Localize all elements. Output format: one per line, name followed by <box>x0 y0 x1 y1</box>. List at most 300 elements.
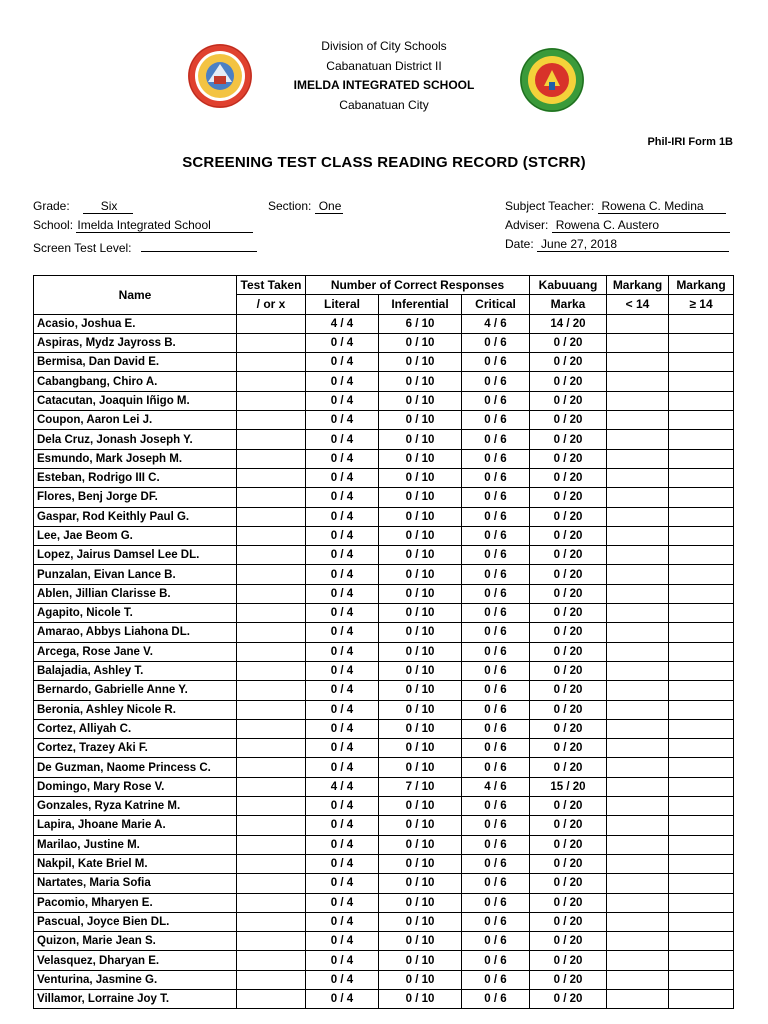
markang-high-cell <box>669 449 734 468</box>
total-score: 0 / 20 <box>530 970 607 989</box>
table-row <box>34 411 734 430</box>
markang-low-cell <box>607 816 669 835</box>
screen-level-label: Screen Test Level: <box>33 241 132 255</box>
markang-high-cell <box>669 874 734 893</box>
inferential-score: 0 / 10 <box>379 623 462 642</box>
critical-score: 0 / 6 <box>462 468 530 487</box>
total-score: 0 / 20 <box>530 565 607 584</box>
critical-score: 0 / 6 <box>462 874 530 893</box>
literal-score: 0 / 4 <box>306 797 379 816</box>
total-score: 0 / 20 <box>530 816 607 835</box>
critical-score: 0 / 6 <box>462 565 530 584</box>
critical-score: 0 / 6 <box>462 700 530 719</box>
markang-low-cell <box>607 391 669 410</box>
critical-score: 0 / 6 <box>462 681 530 700</box>
student-name: Ablen, Jillian Clarisse B. <box>34 584 237 603</box>
header-school-name: IMELDA INTEGRATED SCHOOL <box>293 78 475 92</box>
screen-level-field <box>33 237 257 255</box>
markang-high-cell <box>669 623 734 642</box>
inferential-score: 0 / 10 <box>379 661 462 680</box>
total-score: 0 / 20 <box>530 854 607 873</box>
literal-score: 0 / 4 <box>306 739 379 758</box>
literal-score: 0 / 4 <box>306 430 379 449</box>
markang-high-cell <box>669 661 734 680</box>
total-score: 0 / 20 <box>530 874 607 893</box>
markang-low-cell <box>607 700 669 719</box>
table-row <box>34 391 734 410</box>
inferential-score: 0 / 10 <box>379 681 462 700</box>
student-name: Pascual, Joyce Bien DL. <box>34 912 237 931</box>
markang-high-cell <box>669 546 734 565</box>
table-row <box>34 314 734 333</box>
inferential-score: 0 / 10 <box>379 912 462 931</box>
critical-score: 0 / 6 <box>462 546 530 565</box>
literal-score: 0 / 4 <box>306 835 379 854</box>
literal-score: 0 / 4 <box>306 989 379 1008</box>
markang-low-cell <box>607 449 669 468</box>
table-row <box>34 854 734 873</box>
test-taken-cell <box>237 874 306 893</box>
inferential-score: 0 / 10 <box>379 835 462 854</box>
inferential-score: 6 / 10 <box>379 314 462 333</box>
critical-score: 0 / 6 <box>462 391 530 410</box>
table-row <box>34 546 734 565</box>
total-score: 0 / 20 <box>530 526 607 545</box>
critical-score: 0 / 6 <box>462 797 530 816</box>
test-taken-cell <box>237 642 306 661</box>
student-name: Esteban, Rodrigo III C. <box>34 468 237 487</box>
table-row <box>34 932 734 951</box>
literal-score: 0 / 4 <box>306 912 379 931</box>
markang-high-cell <box>669 526 734 545</box>
inferential-score: 0 / 10 <box>379 874 462 893</box>
grade-field <box>33 199 133 214</box>
test-taken-cell <box>237 661 306 680</box>
student-name: Venturina, Jasmine G. <box>34 970 237 989</box>
header-kabuuang: Kabuuang <box>530 276 607 295</box>
critical-score: 0 / 6 <box>462 333 530 352</box>
markang-high-cell <box>669 372 734 391</box>
header-markang-low-range: < 14 <box>607 295 669 314</box>
student-name: Arcega, Rose Jane V. <box>34 642 237 661</box>
test-taken-cell <box>237 970 306 989</box>
table-row <box>34 893 734 912</box>
test-taken-cell <box>237 353 306 372</box>
student-name: De Guzman, Naome Princess C. <box>34 758 237 777</box>
total-score: 0 / 20 <box>530 739 607 758</box>
form-id: Phil-IRI Form 1B <box>647 136 733 148</box>
school-label: School: <box>33 218 74 232</box>
critical-score: 4 / 6 <box>462 314 530 333</box>
total-score: 0 / 20 <box>530 584 607 603</box>
total-score: 0 / 20 <box>530 681 607 700</box>
critical-score: 0 / 6 <box>462 353 530 372</box>
markang-low-cell <box>607 430 669 449</box>
total-score: 0 / 20 <box>530 623 607 642</box>
markang-low-cell <box>607 854 669 873</box>
critical-score: 0 / 6 <box>462 584 530 603</box>
markang-low-cell <box>607 546 669 565</box>
markang-high-cell <box>669 989 734 1008</box>
markang-high-cell <box>669 758 734 777</box>
markang-high-cell <box>669 507 734 526</box>
markang-high-cell <box>669 604 734 623</box>
markang-high-cell <box>669 816 734 835</box>
student-name: Villamor, Lorraine Joy T. <box>34 989 237 1008</box>
markang-high-cell <box>669 681 734 700</box>
markang-high-cell <box>669 932 734 951</box>
markang-high-cell <box>669 314 734 333</box>
date-field <box>505 237 729 252</box>
critical-score: 0 / 6 <box>462 411 530 430</box>
table-row <box>34 623 734 642</box>
total-score: 14 / 20 <box>530 314 607 333</box>
markang-low-cell <box>607 488 669 507</box>
literal-score: 0 / 4 <box>306 546 379 565</box>
table-row <box>34 333 734 352</box>
inferential-score: 0 / 10 <box>379 488 462 507</box>
test-taken-cell <box>237 951 306 970</box>
table-row <box>34 989 734 1008</box>
test-taken-cell <box>237 854 306 873</box>
school-value: Imelda Integrated School <box>76 218 253 233</box>
critical-score: 0 / 6 <box>462 835 530 854</box>
date-label: Date: <box>505 237 534 251</box>
student-name: Esmundo, Mark Joseph M. <box>34 449 237 468</box>
test-taken-cell <box>237 526 306 545</box>
inferential-score: 0 / 10 <box>379 719 462 738</box>
inferential-score: 0 / 10 <box>379 391 462 410</box>
table-row <box>34 951 734 970</box>
critical-score: 0 / 6 <box>462 912 530 931</box>
markang-high-cell <box>669 951 734 970</box>
adviser-value: Rowena C. Austero <box>552 218 730 233</box>
header-district: Cabanatuan District II <box>326 58 442 73</box>
test-taken-cell <box>237 681 306 700</box>
test-taken-cell <box>237 411 306 430</box>
markang-low-cell <box>607 758 669 777</box>
markang-high-cell <box>669 797 734 816</box>
total-score: 0 / 20 <box>530 449 607 468</box>
table-row <box>34 797 734 816</box>
table-row <box>34 758 734 777</box>
table-row <box>34 526 734 545</box>
literal-score: 0 / 4 <box>306 623 379 642</box>
test-taken-cell <box>237 584 306 603</box>
critical-score: 0 / 6 <box>462 526 530 545</box>
markang-high-cell <box>669 970 734 989</box>
header-name: Name <box>34 276 237 315</box>
student-name: Catacutan, Joaquin Iñigo M. <box>34 391 237 410</box>
literal-score: 4 / 4 <box>306 777 379 796</box>
table-row <box>34 970 734 989</box>
inferential-score: 0 / 10 <box>379 372 462 391</box>
markang-low-cell <box>607 661 669 680</box>
critical-score: 0 / 6 <box>462 758 530 777</box>
test-taken-cell <box>237 488 306 507</box>
markang-low-cell <box>607 623 669 642</box>
test-taken-cell <box>237 333 306 352</box>
markang-high-cell <box>669 430 734 449</box>
total-score: 0 / 20 <box>530 719 607 738</box>
critical-score: 4 / 6 <box>462 777 530 796</box>
student-name: Quizon, Marie Jean S. <box>34 932 237 951</box>
markang-high-cell <box>669 854 734 873</box>
student-name: Lapira, Jhoane Marie A. <box>34 816 237 835</box>
inferential-score: 0 / 10 <box>379 951 462 970</box>
table-row <box>34 719 734 738</box>
screen-level-value <box>141 237 257 252</box>
table-row <box>34 700 734 719</box>
inferential-score: 0 / 10 <box>379 353 462 372</box>
markang-high-cell <box>669 584 734 603</box>
literal-score: 0 / 4 <box>306 372 379 391</box>
table-row <box>34 353 734 372</box>
test-taken-cell <box>237 758 306 777</box>
table-row <box>34 816 734 835</box>
header-marka: Marka <box>530 295 607 314</box>
test-taken-cell <box>237 932 306 951</box>
header-literal: Literal <box>306 295 379 314</box>
grade-value: Six <box>83 199 133 214</box>
markang-low-cell <box>607 777 669 796</box>
total-score: 0 / 20 <box>530 488 607 507</box>
critical-score: 0 / 6 <box>462 816 530 835</box>
literal-score: 4 / 4 <box>306 314 379 333</box>
test-taken-cell <box>237 700 306 719</box>
markang-low-cell <box>607 314 669 333</box>
student-name: Flores, Benj Jorge DF. <box>34 488 237 507</box>
table-row <box>34 584 734 603</box>
critical-score: 0 / 6 <box>462 642 530 661</box>
literal-score: 0 / 4 <box>306 411 379 430</box>
critical-score: 0 / 6 <box>462 661 530 680</box>
markang-high-cell <box>669 411 734 430</box>
markang-low-cell <box>607 739 669 758</box>
date-value: June 27, 2018 <box>537 237 729 252</box>
student-name: Nakpil, Kate Briel M. <box>34 854 237 873</box>
header-markang-high: Markang <box>669 276 734 295</box>
test-taken-cell <box>237 449 306 468</box>
test-taken-cell <box>237 912 306 931</box>
total-score: 0 / 20 <box>530 700 607 719</box>
inferential-score: 0 / 10 <box>379 411 462 430</box>
student-name: Nartates, Maria Sofia <box>34 874 237 893</box>
total-score: 0 / 20 <box>530 797 607 816</box>
markang-low-cell <box>607 797 669 816</box>
critical-score: 0 / 6 <box>462 430 530 449</box>
literal-score: 0 / 4 <box>306 507 379 526</box>
markang-low-cell <box>607 526 669 545</box>
markang-low-cell <box>607 411 669 430</box>
student-name: Beronia, Ashley Nicole R. <box>34 700 237 719</box>
critical-score: 0 / 6 <box>462 488 530 507</box>
critical-score: 0 / 6 <box>462 507 530 526</box>
inferential-score: 0 / 10 <box>379 584 462 603</box>
test-taken-cell <box>237 989 306 1008</box>
adviser-label: Adviser: <box>505 218 549 232</box>
test-taken-cell <box>237 777 306 796</box>
total-score: 0 / 20 <box>530 430 607 449</box>
subject-teacher-label: Subject Teacher: <box>505 199 595 213</box>
literal-score: 0 / 4 <box>306 604 379 623</box>
inferential-score: 0 / 10 <box>379 758 462 777</box>
document-title: SCREENING TEST CLASS READING RECORD (STCRR) <box>182 154 586 171</box>
table-row <box>34 430 734 449</box>
test-taken-cell <box>237 835 306 854</box>
test-taken-cell <box>237 507 306 526</box>
total-score: 0 / 20 <box>530 661 607 680</box>
total-score: 0 / 20 <box>530 411 607 430</box>
markang-high-cell <box>669 893 734 912</box>
markang-high-cell <box>669 912 734 931</box>
markang-low-cell <box>607 835 669 854</box>
markang-high-cell <box>669 719 734 738</box>
literal-score: 0 / 4 <box>306 970 379 989</box>
markang-low-cell <box>607 912 669 931</box>
student-name: Gaspar, Rod Keithly Paul G. <box>34 507 237 526</box>
literal-score: 0 / 4 <box>306 951 379 970</box>
markang-high-cell <box>669 642 734 661</box>
table-row <box>34 642 734 661</box>
total-score: 0 / 20 <box>530 893 607 912</box>
markang-high-cell <box>669 777 734 796</box>
critical-score: 0 / 6 <box>462 449 530 468</box>
student-name: Coupon, Aaron Lei J. <box>34 411 237 430</box>
total-score: 0 / 20 <box>530 932 607 951</box>
literal-score: 0 / 4 <box>306 854 379 873</box>
markang-low-cell <box>607 507 669 526</box>
table-row <box>34 835 734 854</box>
markang-low-cell <box>607 642 669 661</box>
inferential-score: 0 / 10 <box>379 854 462 873</box>
critical-score: 0 / 6 <box>462 623 530 642</box>
student-name: Lopez, Jairus Damsel Lee DL. <box>34 546 237 565</box>
header-critical: Critical <box>462 295 530 314</box>
student-name: Cabangbang, Chiro A. <box>34 372 237 391</box>
student-name: Bernardo, Gabrielle Anne Y. <box>34 681 237 700</box>
critical-score: 0 / 6 <box>462 372 530 391</box>
table-row <box>34 449 734 468</box>
header-test-taken: Test Taken <box>237 276 306 295</box>
subject-teacher-field <box>505 199 726 214</box>
table-row <box>34 874 734 893</box>
inferential-score: 0 / 10 <box>379 565 462 584</box>
student-name: Aspiras, Mydz Jayross B. <box>34 333 237 352</box>
student-name: Agapito, Nicole T. <box>34 604 237 623</box>
markang-high-cell <box>669 565 734 584</box>
markang-high-cell <box>669 391 734 410</box>
section-value: One <box>315 199 344 214</box>
test-taken-cell <box>237 604 306 623</box>
literal-score: 0 / 4 <box>306 758 379 777</box>
student-name: Velasquez, Dharyan E. <box>34 951 237 970</box>
literal-score: 0 / 4 <box>306 932 379 951</box>
total-score: 0 / 20 <box>530 989 607 1008</box>
table-row <box>34 507 734 526</box>
student-name: Amarao, Abbys Liahona DL. <box>34 623 237 642</box>
header-division: Division of City Schools <box>321 39 447 53</box>
markang-high-cell <box>669 739 734 758</box>
test-taken-cell <box>237 719 306 738</box>
table-row <box>34 777 734 796</box>
student-name: Cortez, Alliyah C. <box>34 719 237 738</box>
total-score: 0 / 20 <box>530 372 607 391</box>
markang-high-cell <box>669 353 734 372</box>
literal-score: 0 / 4 <box>306 681 379 700</box>
section-label: Section: <box>268 199 312 213</box>
literal-score: 0 / 4 <box>306 642 379 661</box>
test-taken-cell <box>237 314 306 333</box>
header-inferential: Inferential <box>379 295 462 314</box>
test-taken-cell <box>237 816 306 835</box>
header-test-taken-mark: / or x <box>237 295 306 314</box>
inferential-score: 0 / 10 <box>379 333 462 352</box>
table-row <box>34 661 734 680</box>
literal-score: 0 / 4 <box>306 333 379 352</box>
critical-score: 0 / 6 <box>462 739 530 758</box>
markang-low-cell <box>607 970 669 989</box>
test-taken-cell <box>237 372 306 391</box>
total-score: 0 / 20 <box>530 333 607 352</box>
literal-score: 0 / 4 <box>306 391 379 410</box>
inferential-score: 0 / 10 <box>379 642 462 661</box>
markang-low-cell <box>607 353 669 372</box>
literal-score: 0 / 4 <box>306 526 379 545</box>
table-row <box>34 565 734 584</box>
student-name: Marilao, Justine M. <box>34 835 237 854</box>
test-taken-cell <box>237 623 306 642</box>
inferential-score: 0 / 10 <box>379 468 462 487</box>
inferential-score: 0 / 10 <box>379 449 462 468</box>
markang-low-cell <box>607 719 669 738</box>
inferential-score: 7 / 10 <box>379 777 462 796</box>
markang-high-cell <box>669 835 734 854</box>
table-header <box>34 276 734 315</box>
table-row <box>34 739 734 758</box>
total-score: 0 / 20 <box>530 912 607 931</box>
test-taken-cell <box>237 893 306 912</box>
student-name: Acasio, Joshua E. <box>34 314 237 333</box>
literal-score: 0 / 4 <box>306 449 379 468</box>
literal-score: 0 / 4 <box>306 468 379 487</box>
total-score: 0 / 20 <box>530 391 607 410</box>
markang-low-cell <box>607 604 669 623</box>
student-name: Pacomio, Mharyen E. <box>34 893 237 912</box>
table-row <box>34 372 734 391</box>
total-score: 0 / 20 <box>530 642 607 661</box>
total-score: 0 / 20 <box>530 546 607 565</box>
inferential-score: 0 / 10 <box>379 970 462 989</box>
markang-low-cell <box>607 893 669 912</box>
student-name: Lee, Jae Beom G. <box>34 526 237 545</box>
inferential-score: 0 / 10 <box>379 797 462 816</box>
total-score: 0 / 20 <box>530 468 607 487</box>
test-taken-cell <box>237 797 306 816</box>
student-name: Bermisa, Dan David E. <box>34 353 237 372</box>
test-taken-cell <box>237 430 306 449</box>
document-header <box>0 37 768 115</box>
literal-score: 0 / 4 <box>306 584 379 603</box>
critical-score: 0 / 6 <box>462 893 530 912</box>
critical-score: 0 / 6 <box>462 932 530 951</box>
markang-high-cell <box>669 468 734 487</box>
inferential-score: 0 / 10 <box>379 893 462 912</box>
table-row <box>34 488 734 507</box>
critical-score: 0 / 6 <box>462 604 530 623</box>
markang-low-cell <box>607 584 669 603</box>
markang-low-cell <box>607 565 669 584</box>
